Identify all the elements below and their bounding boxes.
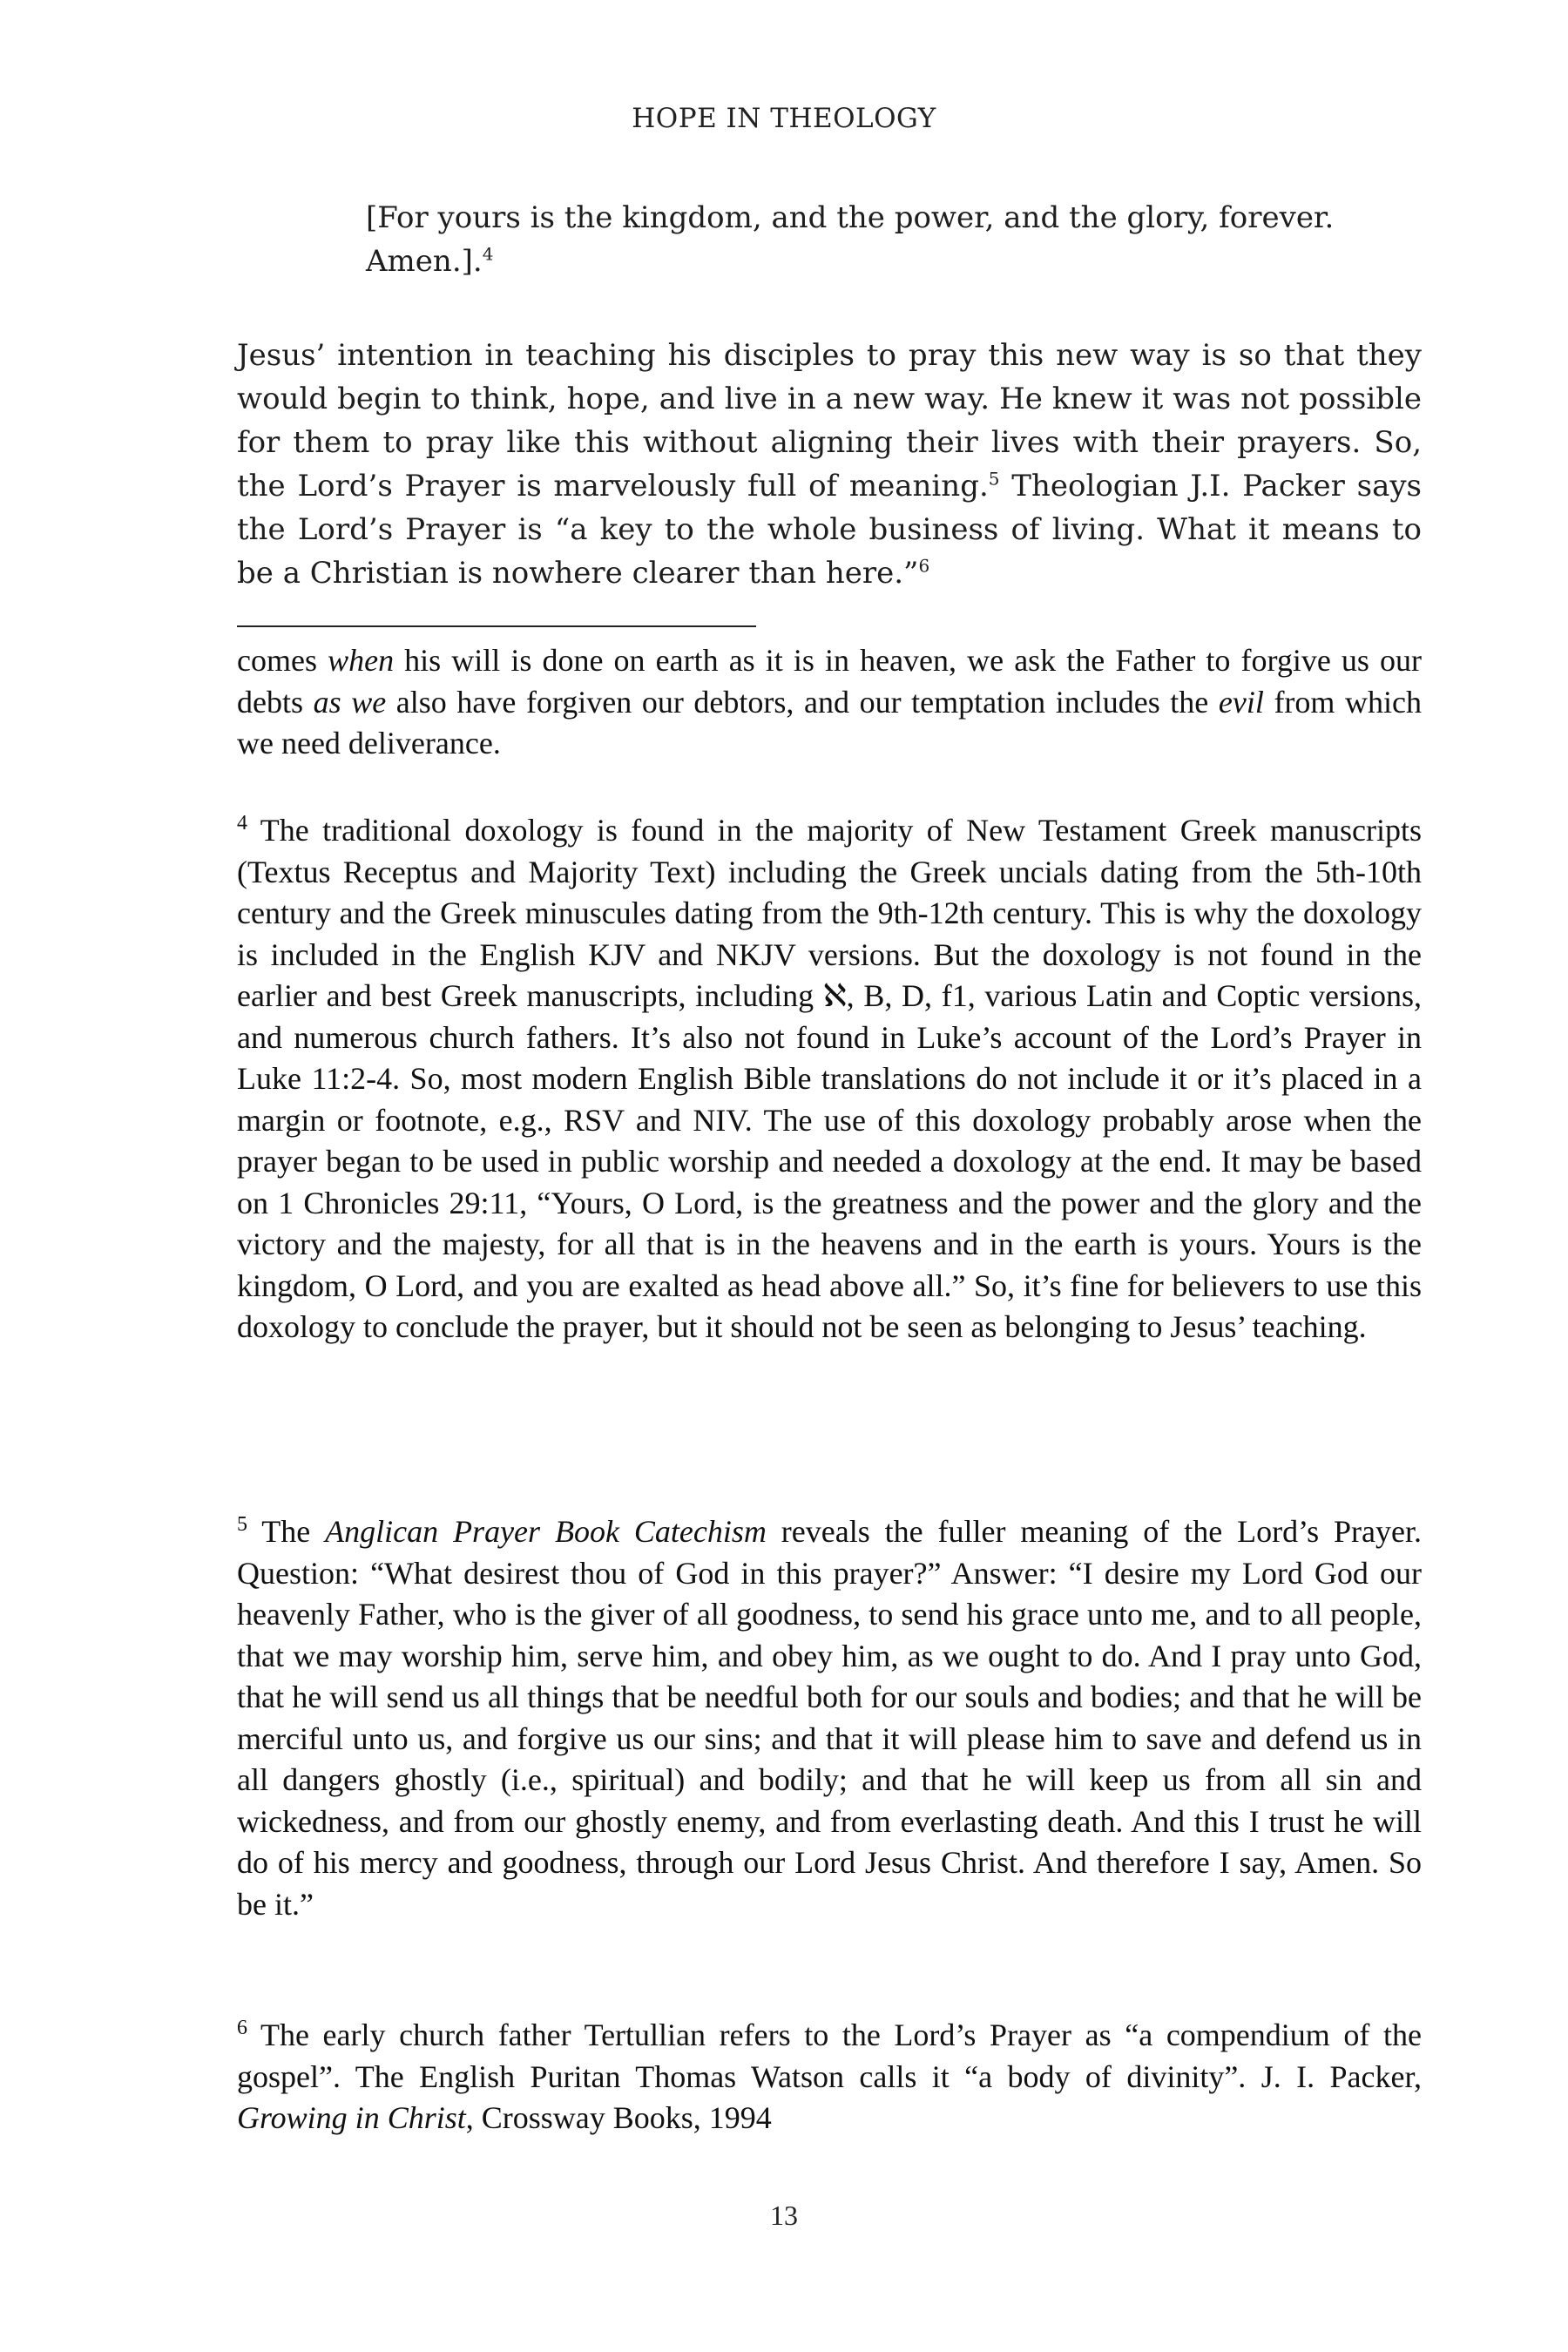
footnote-6-number: 6 xyxy=(237,2017,247,2039)
footnote-5 xyxy=(237,1511,1422,1925)
fn-cont-text-4: from which we need deliverance. xyxy=(237,684,1422,760)
footnote-5-title: Anglican Prayer Book Catechism xyxy=(325,1514,767,1549)
footnote-4 xyxy=(237,810,1422,1348)
footnote-5-text: reveals the fuller meaning of the Lord’s Prayer. Question: “What desirest thou of God in this prayer?” Answer: “I desire my Lord God our heavenly Father, who is the giver of all goodness, to send his grace unto me, and to all people, that we may worship him, serve him, and obey him, as we ought to do. And I pray unto God, that he will send us all things that be needful both for our souls and bodies; and that he will be merciful unto us, and forgive us our sins; and that it will please him to save and defend us in all dangers ghostly (i.e., spiritual) and bodily; and that he will keep us from all sin and wickedness, and from our ghostly enemy, and from everlasting death. And this I trust he will do of his mercy and goodness, through our Lord Jesus Christ. And therefore I say, Amen. So be it.” xyxy=(237,1514,1423,1922)
footnote-6-text: The early church father Tertullian refers to the Lord’s Prayer as “a compendium of the gospel”. The English Puritan Thomas Watson calls it “a body of divinity”. J. I. Packer, xyxy=(237,2017,1422,2094)
footnote-separator xyxy=(237,625,756,627)
doxology-quote xyxy=(366,196,1394,283)
paragraph-part2: Theologian J.I. Packer says the Lord’s Prayer is “a key to the whole business of living. What it means to be a Christian is nowhere clearer than here.” xyxy=(237,469,1422,591)
body-paragraph xyxy=(237,334,1422,595)
fn-cont-text-2: his will is done on earth as it is in heaven, we ask the Father to forgive us our debts xyxy=(237,643,1423,720)
fn-cont-text-3: also have forgiven our debtors, and our temptation includes the xyxy=(386,684,1219,720)
fn-cont-italic-1: when xyxy=(328,643,395,678)
footnote-ref-4: 4 xyxy=(482,243,494,265)
footnote-6-tail: , Crossway Books, 1994 xyxy=(465,2100,772,2135)
footnote-6-title: Growing in Christ xyxy=(237,2100,466,2135)
footnote-5-lead: The xyxy=(247,1514,326,1549)
fn-cont-italic-2: as we xyxy=(313,684,387,720)
quote-text: [For yours is the kingdom, and the power, and the glory, forever. Amen.]. xyxy=(366,200,1335,279)
footnote-4-text: The traditional doxology is found in the majority of New Testament Greek manuscripts (Textus Receptus and Majority Text) including the Greek uncials dating from the 5th-10th century and the Greek minuscules dating from the 9th-12th century. This is why the doxology is included in the English KJV and NKJV versions. But the doxology is not found in the earlier and best Greek manuscripts, including ℵ, B, D, f1, various Latin and Coptic versions, and numerous church fathers. It’s also not found in Luke’s account of the Lord’s Prayer in Luke 11:2-4. So, most modern English Bible translations do not include it or it’s placed in a margin or footnote, e.g., RSV and NIV. The use of this doxology probably arose when the prayer began to be used in public worship and needed a doxology at the end. It may be based on 1 Chronicles 29:11, “Yours, O Lord, is the greatness and the power and the glory and the victory and the majesty, for all that is in the heavens and in the earth is yours. Yours is the kingdom, O Lord, and you are exalted as head above all.” So, it’s fine for believers to use this doxology to conclude the prayer, but it should not be seen as belonging to Jesus’ teaching. xyxy=(237,813,1422,1344)
footnote-6 xyxy=(237,2015,1422,2139)
footnote-4-number: 4 xyxy=(237,812,247,835)
page-number: 13 xyxy=(770,2200,798,2231)
fn-cont-text-1: comes xyxy=(237,643,328,678)
footnote-ref-6: 6 xyxy=(918,555,930,577)
footnote-ref-5: 5 xyxy=(988,468,1000,490)
paragraph-part1: Jesus’ intention in teaching his disciples to pray this new way is so that they would begin to think, hope, and live in a new way. He knew it was not possible for them to pray like this without aligning their lives with their prayers. So, the Lord’s Prayer is marvelously full of meaning. xyxy=(237,338,1422,504)
fn-cont-italic-3: evil xyxy=(1218,684,1264,720)
running-header: HOPE IN THEOLOGY xyxy=(632,103,936,134)
footnote-5-number: 5 xyxy=(237,1513,247,1536)
footnote-continued xyxy=(237,640,1422,765)
